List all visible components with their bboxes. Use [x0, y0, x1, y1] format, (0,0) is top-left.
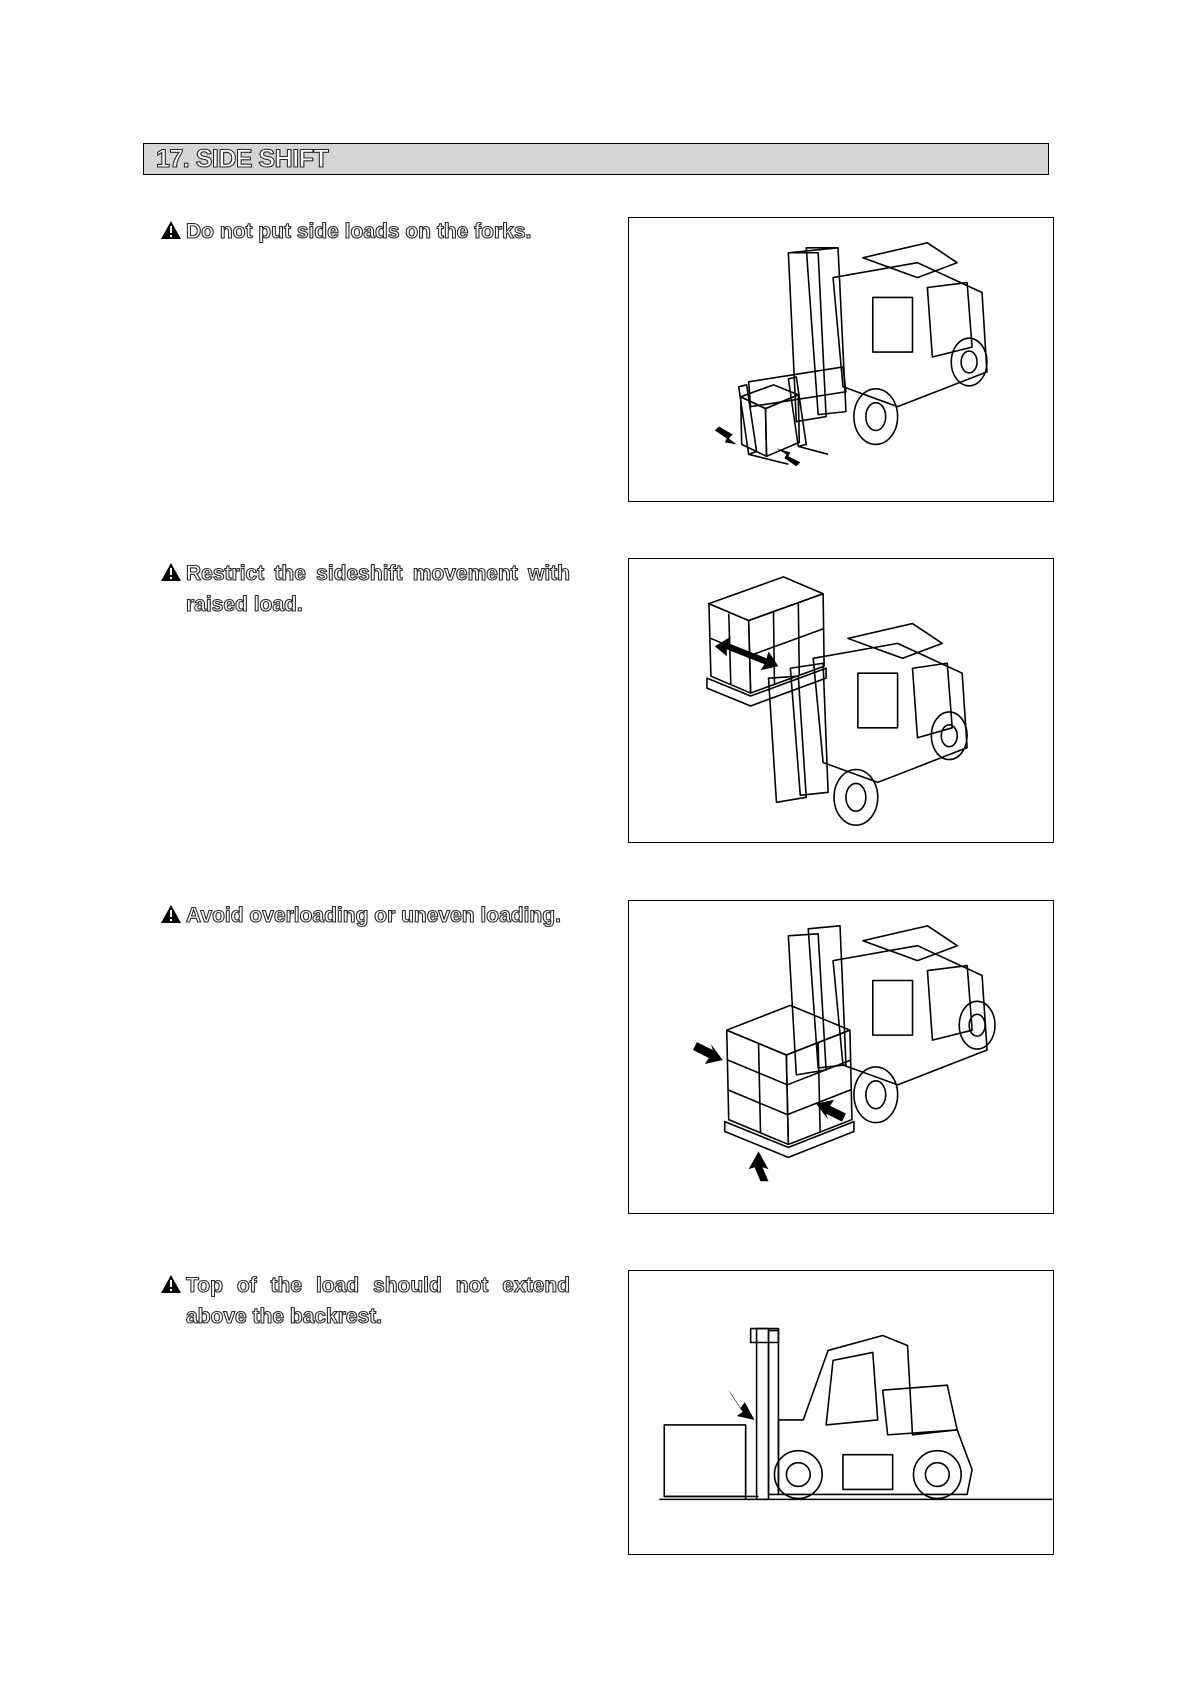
- forklift-load-height-illustration: [628, 1270, 1054, 1555]
- warning-3: [160, 900, 570, 931]
- warning-triangle-icon: [160, 1274, 182, 1294]
- forklift-drawing: [629, 1271, 1053, 1554]
- forklift-uneven-load-illustration: [628, 900, 1054, 1214]
- forklift-drawing: [629, 218, 1053, 501]
- warning-1: [160, 216, 570, 247]
- warning-1-text: Do not put side loads on the forks.: [186, 220, 532, 243]
- warning-4: [160, 1270, 570, 1332]
- warning-triangle-icon: [160, 904, 182, 924]
- forklift-drawing: [629, 901, 1053, 1213]
- forklift-raised-load-sideshift-illustration: [628, 558, 1054, 843]
- warning-4-text: Top of the load should not extend above the backrest.: [186, 1274, 570, 1328]
- section-header: [143, 143, 1049, 175]
- section-title: 17. SIDE SHIFT: [156, 144, 329, 173]
- warning-2-text: Restrict the sideshift movement with raised load.: [186, 562, 570, 616]
- forklift-side-load-illustration: [628, 217, 1054, 502]
- warning-triangle-icon: [160, 562, 182, 582]
- forklift-drawing: [629, 559, 1053, 842]
- warning-triangle-icon: [160, 220, 182, 240]
- warning-3-text: Avoid overloading or uneven loading.: [186, 904, 561, 927]
- warning-2: [160, 558, 570, 620]
